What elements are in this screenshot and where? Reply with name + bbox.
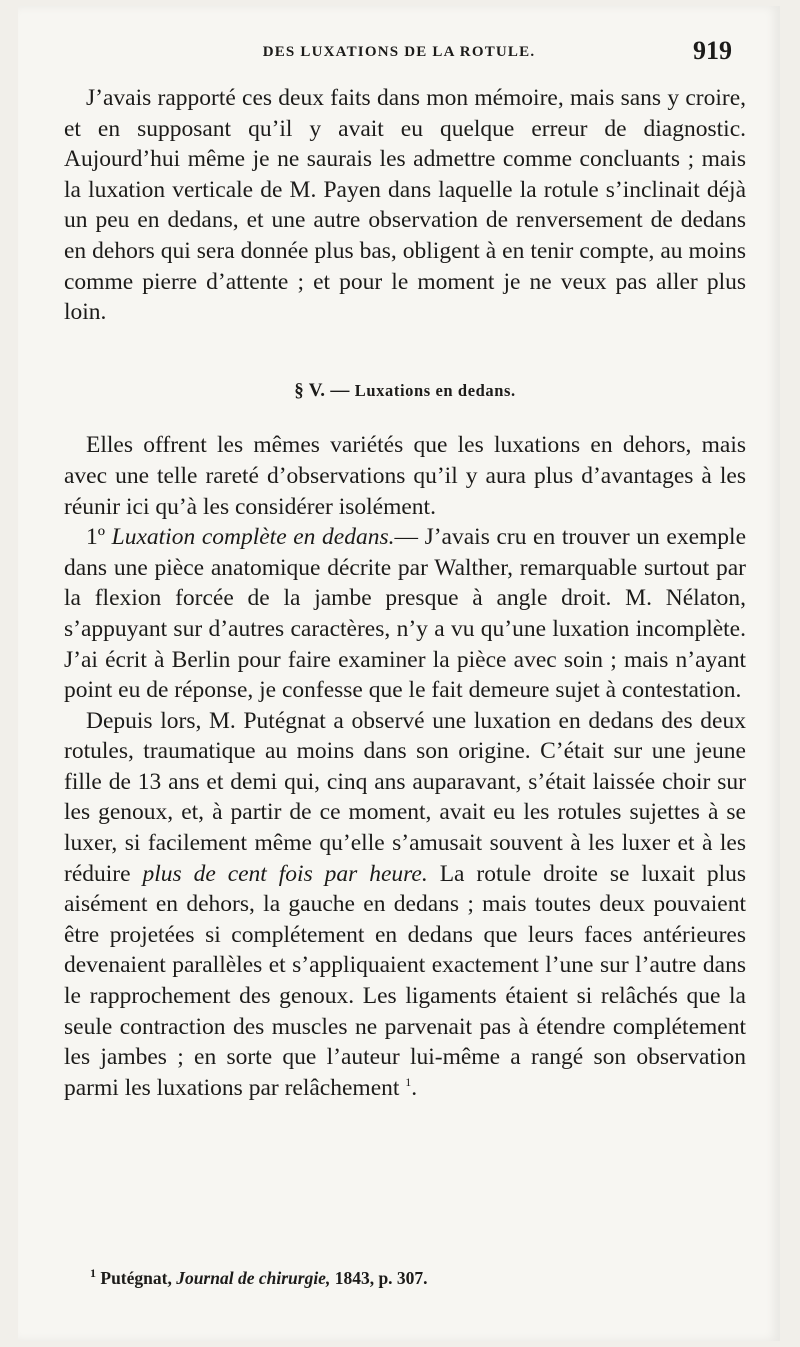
- item-number: 1º: [86, 524, 106, 551]
- paragraph-3-text: — J’avais cru en trouver un exemple dans une pièce anatomique décrite par Walther, remarquable surtout par la flexion forcée de la jambe presque à angle droit. M. Nélaton, s’appuyant sur d’autres caractères, n’y a vu qu’une luxation incomplète. J’ai écrit à Berlin pour faire examiner la pièce avec soin ; mais n’ayant point eu de réponse, je confesse que le fait demeure sujet à contestation.: [64, 524, 747, 704]
- section-number: § V. —: [294, 379, 350, 401]
- footnote: [90, 1268, 740, 1289]
- item-italic-title: Luxation complète en dedans.: [111, 524, 395, 551]
- paragraph-4-italic: plus de cent fois par heure.: [142, 860, 428, 887]
- footnote-reference: 1: [405, 1074, 412, 1089]
- footnote-journal: Journal de chirurgie,: [176, 1268, 331, 1288]
- paragraph-4-end: .: [411, 1074, 418, 1101]
- page-number: 919: [693, 36, 732, 65]
- section-heading: [64, 376, 746, 407]
- running-title: DES LUXATIONS DE LA ROTULE.: [262, 44, 536, 60]
- paragraph-3: [64, 522, 746, 706]
- page-header: [18, 36, 780, 72]
- paragraph-4-text-after: La rotule droite se luxait plus aisément en dehors, la gauche en dedans ; mais toutes deux pouvaient être projetées si complétement en dedans que leurs faces antérieures devenaient parallèles et s’appliquaient exactement l’une sur l’autre dans le rapprochement des genoux. Les ligaments étaient si relâchés que la seule contraction des muscles ne parvenait pas à étendre complétement les jambes ; en sorte que l’auteur lui-même a rangé son observation parmi les luxations par relâchement: [64, 860, 747, 1101]
- book-page: [18, 6, 780, 1341]
- paragraph-1: J’avais rapporté ces deux faits dans mon mémoire, mais sans y croire, et en supposant qu’il y avait eu quelque erreur de diagnostic. Aujourd’hui même je ne saurais les admettre comme concluants ; mais la luxation verticale de M. Payen dans laquelle la rotule s’inclinait déjà un peu en dedans, et une autre observation de renversement de dedans en dehors qui sera donnée plus bas, obligent à en tenir compte, au moins comme pierre d’attente ; et pour le moment je ne veux pas aller plus loin.: [64, 85, 746, 326]
- section-title: Luxations en dedans.: [354, 380, 516, 400]
- paragraph-2: Elles offrent les mêmes variétés que les luxations en dehors, mais avec une telle rareté d’observations qu’il y aura plus d’avantages à les réunir ici qu’à les considérer isolément.: [64, 432, 746, 520]
- footnote-author: Putégnat,: [100, 1268, 172, 1288]
- paragraph-4-text-before: Depuis lors, M. Putégnat a observé une luxation en dedans des deux rotules, traumatique au moins dans son origine. C’était sur une jeune fille de 13 ans et demi qui, cinq ans auparavant, s’était laissée choir sur les genoux, et, à partir de ce moment, avait eu les rotules sujettes à se luxer, si facilement même qu’elle s’amusait souvent à les luxer et à les réduire: [64, 707, 746, 887]
- footnote-details: 1843, p. 307.: [334, 1268, 428, 1288]
- footnote-marker: 1: [90, 1266, 96, 1281]
- paragraph-4: [64, 706, 746, 1104]
- page-body: [64, 83, 746, 1103]
